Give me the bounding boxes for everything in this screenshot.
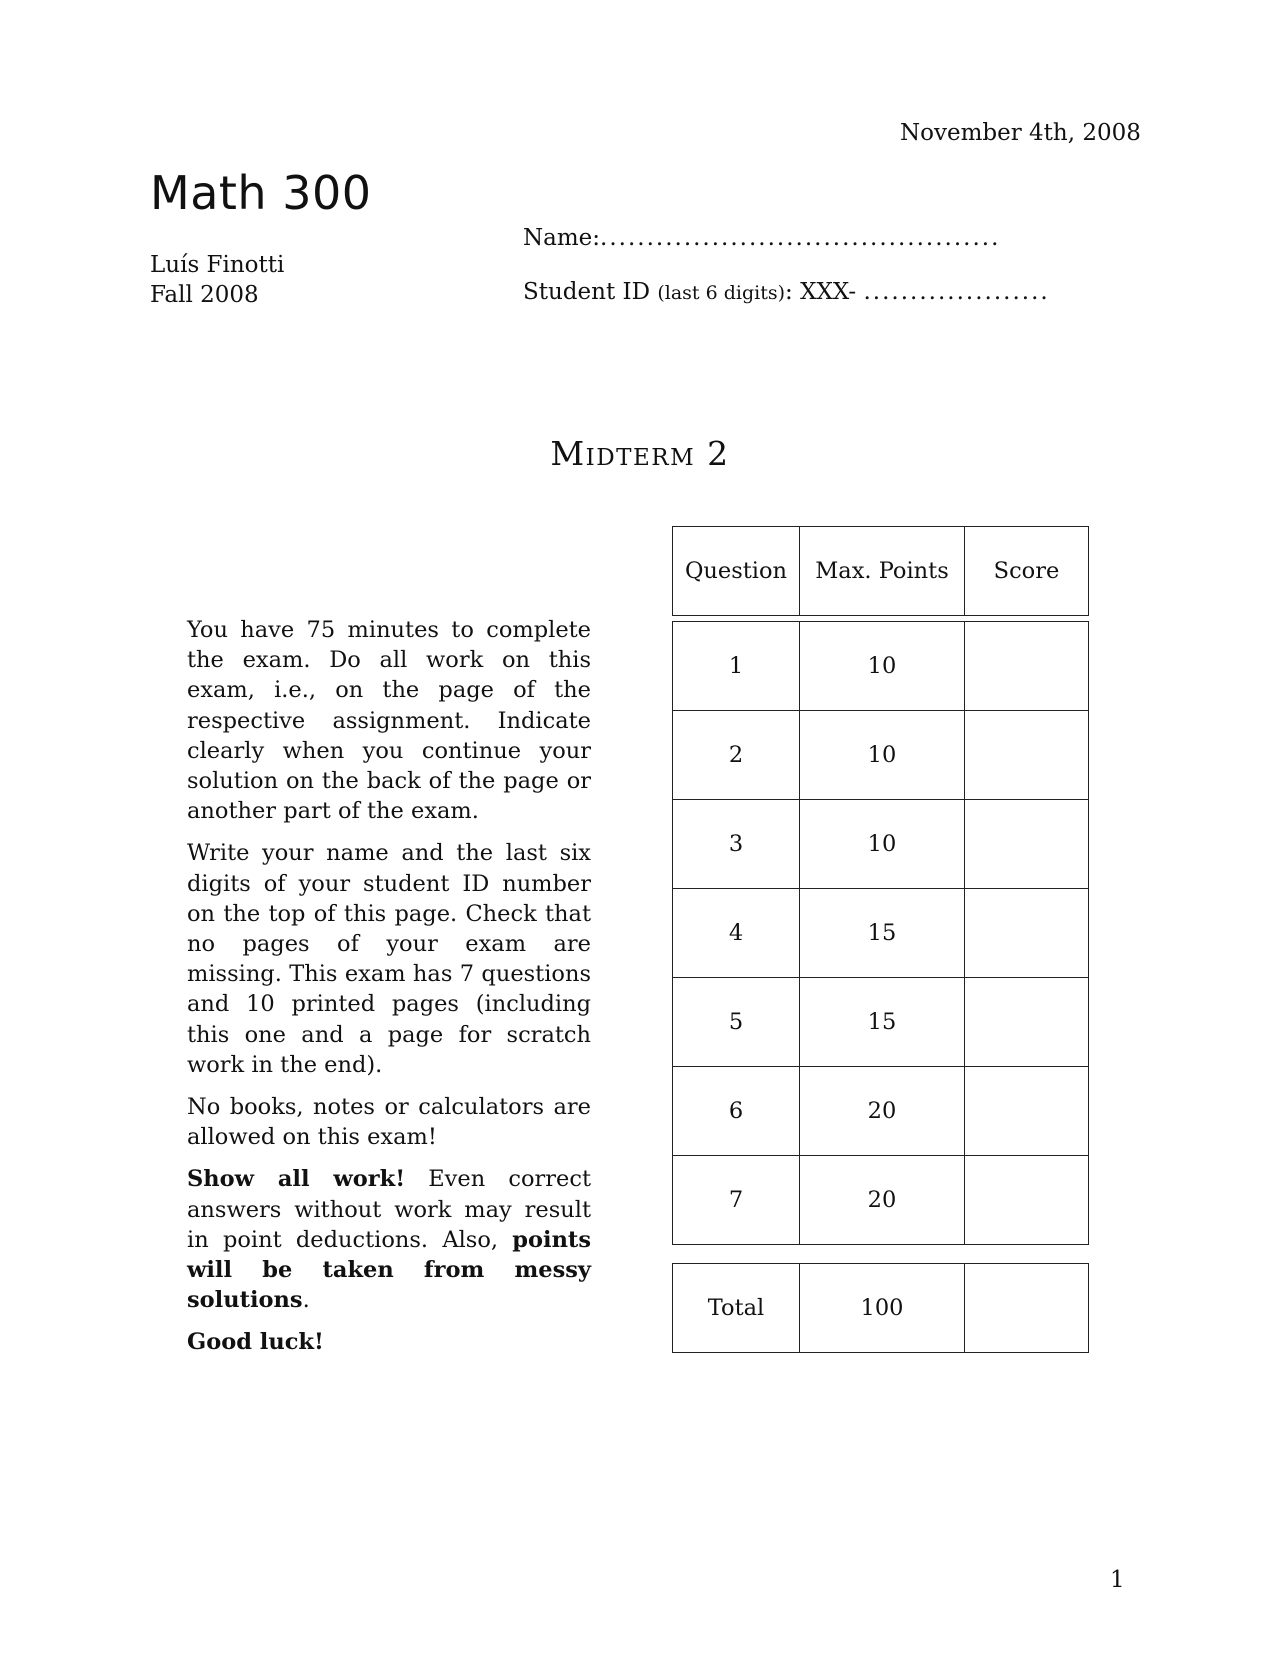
instructor-name: Luís Finotti [150,252,285,278]
total-max-points: 100 [800,1264,965,1353]
question-number: 3 [673,800,800,889]
instructions-p4-end: . [302,1287,310,1314]
score-cell[interactable] [965,1067,1089,1156]
instructions [187,615,591,1370]
score-cell[interactable] [965,889,1089,978]
score-cell[interactable] [965,1156,1089,1245]
max-points: 10 [800,800,965,889]
question-number: 6 [673,1067,800,1156]
instructions-p1: You have 75 minutes to complete the exam. Do all work on this exam, i.e., on the page of the respective assignment. Indicate clearly when you continue your solution on the back of the page or another part of the exam. [187,617,591,825]
table-row [673,1156,1089,1245]
instructions-p4-text: Even correct answers without work may result in point deductions. Also, [187,1166,591,1253]
author-block [150,250,284,310]
max-points: 15 [800,889,965,978]
max-points: 20 [800,1156,965,1245]
name-dots: ........................................... [600,225,1001,251]
score-cell[interactable] [965,978,1089,1067]
instructions-p3: No books, notes or calculators are allowed on this exam! [187,1094,591,1151]
course-title: Math 300 [150,166,372,220]
max-points: 20 [800,1067,965,1156]
term: Fall 2008 [150,282,259,308]
show-all-work: Show all work! [187,1166,406,1193]
exam-date: November 4th, 2008 [900,120,1141,146]
table-row [673,711,1089,800]
instructions-p5 [187,1327,591,1357]
student-id-dots: .................... [863,279,1050,305]
question-number: 5 [673,978,800,1067]
total-label: Total [673,1264,800,1353]
messy-warning: points will be taken from messy solutions [187,1226,591,1314]
question-number: 1 [673,622,800,711]
max-points: 10 [800,711,965,800]
question-number: 4 [673,889,800,978]
max-points: 10 [800,622,965,711]
table-row [673,1067,1089,1156]
instructions-p2: Write your name and the last six digits of your student ID number on the top of this page. Check that no pages of your exam are missing. This exam has 7 questions and 10 printed pages (including this one and a page for scratch work in the end). [187,840,591,1078]
exam-title: Midterm 2 [550,434,730,473]
header-question: Question [673,527,800,616]
table-row [673,889,1089,978]
table-row [673,800,1089,889]
page-number: 1 [1110,1567,1125,1593]
question-number: 7 [673,1156,800,1245]
good-luck: Good luck! [187,1329,324,1356]
score-cell[interactable] [965,800,1089,889]
score-table-total [672,1263,1088,1353]
student-id-colon: : [785,279,793,305]
score-table-header [672,526,1088,616]
header-max-points: Max. Points [800,527,965,616]
table-row [673,978,1089,1067]
student-id-note: (last 6 digits) [657,282,786,304]
student-id-label: Student ID [523,279,651,305]
score-cell[interactable] [965,622,1089,711]
total-score-cell[interactable] [965,1264,1089,1353]
header-score: Score [965,527,1089,616]
score-cell[interactable] [965,711,1089,800]
student-id-field[interactable] [523,279,1050,305]
instructions-p4 [187,1164,591,1315]
question-number: 2 [673,711,800,800]
name-label: Name: [523,225,601,251]
score-table-body [672,621,1088,1245]
table-row [673,622,1089,711]
max-points: 15 [800,978,965,1067]
student-id-prefix: XXX- [800,279,857,305]
name-field[interactable] [523,225,1000,251]
